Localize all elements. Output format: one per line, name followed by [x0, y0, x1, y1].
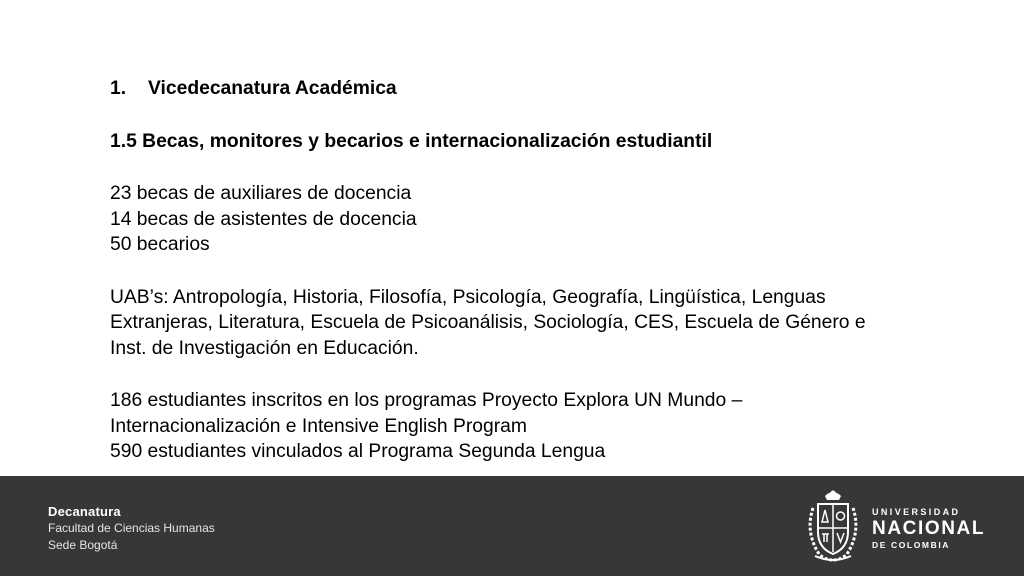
students-line: Internacionalización e Intensive English Program [110, 415, 527, 437]
spacer [110, 154, 970, 181]
slide-body [110, 76, 970, 465]
footer-bar [0, 476, 1024, 576]
stats-block [110, 181, 970, 258]
uabs-line: Extranjeras, Literatura, Escuela de Psicoanálisis, Sociología, CES, Escuela de Género e [110, 312, 866, 333]
uabs-line: Inst. de Investigación en Educación. [110, 337, 419, 359]
wordmark-bottom: DE COLOMBIA [872, 540, 951, 550]
students-line: 186 estudiantes inscritos en los programas Proyecto Explora UN Mundo – [110, 390, 743, 411]
stat-line: 23 becas de auxiliares de docencia [110, 183, 412, 204]
students-paragraph [110, 388, 970, 465]
faculty-title: Decanatura [48, 504, 121, 519]
stat-line: 14 becas de asistentes de docencia [110, 208, 417, 230]
spacer [110, 361, 970, 388]
section-heading [110, 76, 970, 102]
faculty-name: Facultad de Ciencias Humanas [48, 521, 215, 535]
university-wordmark [872, 506, 985, 551]
wordmark-top: UNIVERSIDAD [872, 507, 961, 517]
wordmark-main: NACIONAL [872, 518, 986, 539]
campus-name: Sede Bogotá [48, 538, 118, 552]
uabs-paragraph [110, 285, 970, 362]
stat-line: 50 becarios [110, 234, 210, 255]
subsection-heading: 1.5 Becas, monitores y becarios e internacionalización estudiantil [110, 130, 713, 152]
section-number: 1. [110, 78, 127, 99]
faculty-block [48, 503, 215, 554]
spacer [110, 102, 970, 129]
spacer [110, 258, 970, 285]
uabs-line: UAB’s: Antropología, Historia, Filosofía, Psicología, Geografía, Lingüística, Lenguas [110, 286, 826, 308]
students-line: 590 estudiantes vinculados al Programa Segunda Lengua [110, 441, 606, 462]
university-seal-icon [803, 488, 863, 564]
section-title: Vicedecanatura Académica [148, 78, 397, 99]
